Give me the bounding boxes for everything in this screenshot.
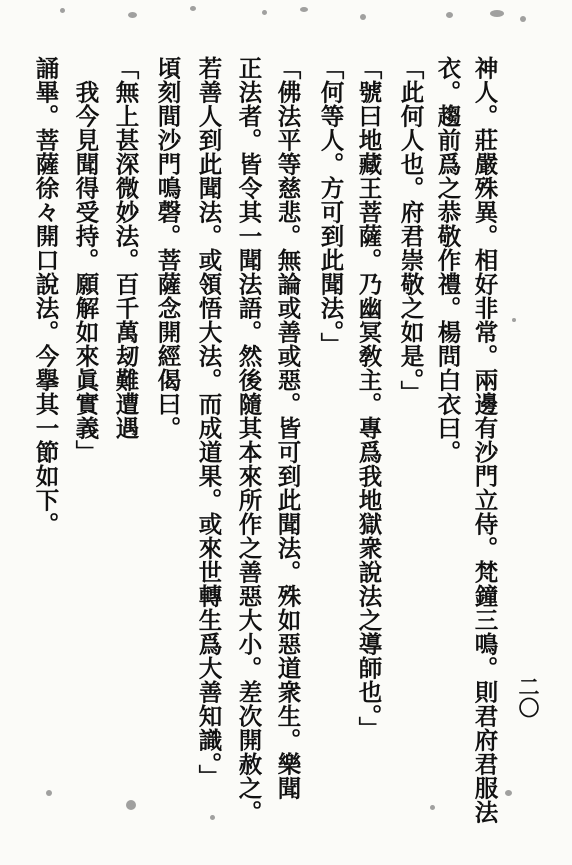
top-scan-noise (0, 0, 572, 40)
ink-speck (60, 8, 65, 13)
text-line-5: 「何等人。方可到此聞法。」 (316, 56, 345, 357)
text-line-10: 「無上甚深微妙法。百千萬刼難遭遇 (111, 56, 140, 440)
ink-speck (190, 6, 196, 11)
ink-speck (512, 318, 516, 322)
ink-speck (262, 10, 267, 15)
ink-speck (210, 815, 215, 820)
text-line-9: 頃刻間沙門鳴磬。菩薩念開經偈曰。 (153, 56, 182, 440)
ink-speck (46, 790, 52, 796)
page-number: 二〇 (516, 676, 541, 718)
text-line-2: 衣。趨前爲之恭敬作禮。楊問白衣曰。 (433, 56, 462, 464)
ink-speck (300, 7, 308, 12)
text-line-6: 「佛法平等慈悲。無論或善或惡。皆可到此聞法。殊如惡道衆生。樂聞 (273, 56, 302, 800)
text-line-12: 誦畢。菩薩徐々開口說法。今擧其一節如下。 (31, 56, 60, 536)
text-line-8: 若善人到此聞法。或領悟大法。而成道果。或來世轉生爲大善知識。」 (194, 56, 223, 789)
text-line-7: 正法者。皆令其一聞法語。然後隨其本來所作之善惡大小。差次開赦之。 (234, 56, 263, 824)
ink-speck (490, 10, 504, 17)
text-line-4: 「號曰地藏王菩薩。乃幽冥敎主。專爲我地獄衆說法之導師也。」 (354, 56, 383, 741)
ink-speck (505, 790, 512, 796)
ink-speck (126, 800, 136, 810)
text-line-3: 「此何人也。府君崇敬之如是。」 (396, 56, 425, 405)
text-line-11: 我今見聞得受持。願解如來眞實義」 (71, 80, 100, 464)
ink-speck (430, 805, 435, 810)
text-line-1: 神人。莊嚴殊異。相好非常。兩邊有沙門立侍。梵鐘三鳴。則君府君服法 (470, 56, 499, 824)
ink-speck (520, 16, 526, 22)
ink-speck (128, 12, 137, 18)
ink-speck (360, 14, 366, 20)
ink-speck (446, 12, 453, 18)
